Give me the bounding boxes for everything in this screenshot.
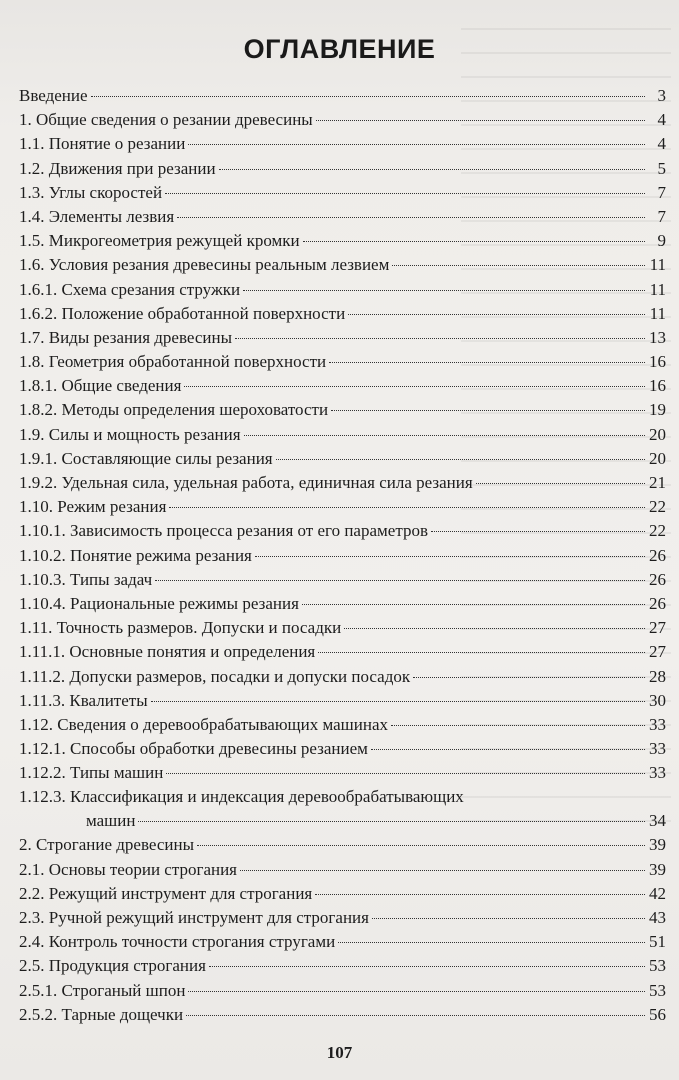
toc-entry[interactable] (19, 689, 666, 713)
toc-entry-page: 26 (649, 569, 666, 589)
toc-entry-page: 22 (649, 497, 666, 517)
toc-entry-page: 21 (649, 473, 666, 492)
toc-entry-page: 26 (649, 545, 666, 565)
dot-leader (219, 169, 645, 170)
toc-entry[interactable] (19, 398, 666, 422)
toc-entry-page: 22 (649, 521, 666, 541)
dot-leader (276, 459, 645, 460)
toc-entry[interactable] (19, 471, 666, 495)
toc-entry[interactable] (19, 785, 666, 833)
toc-entry-line1 (19, 785, 666, 809)
toc-entry-number: 1.6. (19, 255, 49, 275)
toc-entry[interactable] (19, 640, 666, 664)
toc-entry-page: 27 (649, 618, 666, 638)
toc-entry-label: Сведения о деревообрабатывающих машинах (57, 714, 389, 734)
toc-entry-number: 1.1. (19, 134, 49, 154)
toc-entry-page: 9 (657, 231, 666, 251)
toc-entry-label: Элементы лезвия (48, 206, 175, 226)
toc-entry-number: 1.8.2. (19, 400, 62, 420)
toc-entry-page: 28 (649, 666, 666, 686)
toc-entry[interactable] (19, 350, 666, 374)
toc-entry[interactable] (19, 882, 666, 906)
toc-entry-number: 1.12.3. (19, 787, 70, 807)
dot-leader (392, 265, 645, 266)
toc-entry-page: 39 (649, 835, 666, 855)
toc-entry-label: Основы теории строгания (48, 859, 238, 879)
toc-entry-label: Рациональные режимы резания (70, 593, 299, 613)
toc-entry-label: Силы и мощность резания (48, 424, 241, 444)
toc-entry-number: 2.3. (19, 908, 49, 927)
toc-entry-page: 16 (649, 352, 666, 372)
toc-entry-label: Составляющие силы резания (61, 448, 273, 468)
toc-entry-number: 1.11.2. (19, 666, 70, 686)
dot-leader (197, 845, 645, 846)
toc-entry-number: 1.10.4. (19, 593, 70, 613)
toc-entry-label: Общие сведения (61, 376, 182, 396)
toc-entry[interactable] (19, 181, 666, 205)
toc-entry[interactable] (19, 592, 666, 616)
toc-entry-page: 26 (649, 593, 666, 613)
toc-entry-line2 (19, 809, 666, 833)
toc-entry-number: 1.10.3. (19, 569, 70, 589)
dot-leader (431, 531, 645, 532)
toc-entry-page: 7 (657, 206, 666, 226)
dot-leader (243, 290, 645, 291)
toc-entry-number: 1.11.1. (19, 642, 70, 662)
dot-leader (169, 507, 645, 508)
toc-entry-page: 4 (657, 134, 666, 154)
toc-entry-label: Тарные дощечки (61, 1004, 184, 1024)
dot-leader (329, 362, 645, 363)
toc-entry-label: Основные понятия и определения (69, 642, 316, 662)
toc-entry[interactable] (19, 302, 666, 326)
toc-entry-label: Виды резания древесины (48, 327, 233, 347)
toc-entry-page: 51 (649, 932, 666, 952)
toc-entry-label: Типы задач (70, 569, 153, 589)
toc-entry[interactable] (19, 713, 666, 737)
dot-leader (413, 677, 645, 678)
dot-leader (303, 241, 645, 242)
toc-entry[interactable] (19, 737, 666, 761)
toc-entry-label: Режущий инструмент для строгания (48, 883, 313, 903)
dot-leader (188, 144, 645, 145)
toc-entry-page: 11 (649, 255, 666, 275)
dot-leader (255, 556, 645, 557)
toc-entry[interactable] (19, 930, 666, 954)
toc-entry-page: 43 (649, 908, 666, 927)
toc-entry-number: 2.1. (19, 859, 49, 879)
toc-entry-number: 1.9.1. (19, 448, 62, 468)
toc-entry[interactable] (19, 423, 666, 447)
toc-entry-page: 33 (649, 714, 666, 734)
toc-entry-label: Условия резания древесины реальным лезвием (48, 255, 390, 275)
toc-entry-page: 42 (649, 883, 666, 903)
toc-entry[interactable] (19, 229, 666, 253)
dot-leader (177, 217, 645, 218)
toc-entry[interactable] (19, 979, 666, 1003)
toc-entry-page: 53 (649, 980, 666, 1000)
toc-entry-label-continued: машин (86, 811, 136, 831)
toc-entry[interactable] (19, 84, 666, 108)
toc-entry-label: Типы машин (70, 763, 164, 783)
dot-leader (316, 120, 645, 121)
toc-entry-number: 1.6.1. (19, 279, 62, 299)
toc-entry-label: Введение (19, 86, 88, 105)
toc-entry-number: 1.8. (19, 352, 49, 372)
toc-entry-label: Понятие о резании (48, 134, 186, 154)
toc-entry-page: 4 (657, 110, 666, 130)
toc-entry[interactable] (19, 108, 666, 132)
dot-leader (344, 628, 645, 629)
toc-entry-page: 20 (649, 424, 666, 444)
dot-leader (338, 942, 645, 943)
toc-entry-number: 1.6.2. (19, 303, 62, 323)
toc-entry-page: 5 (657, 158, 666, 178)
toc-entry-label: Точность размеров. Допуски и посадки (56, 618, 342, 638)
toc-entry-number: 1.2. (19, 158, 49, 178)
toc-entry-page: 27 (649, 642, 666, 662)
toc-entry-number: 1.10. (19, 497, 58, 517)
toc-entry-number: 1.11. (19, 618, 57, 638)
dot-leader (186, 1015, 645, 1016)
toc-entry-label: Углы скоростей (48, 182, 163, 202)
toc-entry[interactable] (19, 858, 666, 882)
dot-leader (315, 894, 645, 895)
dot-leader (209, 966, 645, 967)
dot-leader (91, 96, 645, 97)
toc-entry-number: 1.3. (19, 182, 49, 202)
toc-entry[interactable] (19, 326, 666, 350)
toc-entry-label: Схема срезания стружки (61, 279, 241, 299)
table-of-contents (19, 84, 666, 1027)
dot-leader (331, 410, 645, 411)
toc-entry-label: Микрогеометрия режущей кромки (48, 231, 300, 251)
dot-leader (302, 604, 645, 605)
toc-entry-number: 2.5.2. (19, 1004, 62, 1024)
toc-entry[interactable] (19, 665, 666, 689)
toc-entry-page: 30 (649, 690, 666, 710)
dot-leader (235, 338, 645, 339)
toc-entry-number: 2.4. (19, 932, 49, 952)
toc-entry-number: 1.12.2. (19, 763, 70, 783)
toc-entry[interactable] (19, 157, 666, 181)
toc-entry-number: 2.5.1. (19, 980, 62, 1000)
toc-entry[interactable] (19, 906, 666, 930)
toc-entry-label: Общие сведения о резании древесины (36, 110, 313, 130)
toc-entry-number: 1.10.2. (19, 545, 70, 565)
toc-entry-label: Положение обработанной поверхности (61, 303, 346, 323)
page-title: ОГЛАВЛЕНИЕ (243, 34, 436, 64)
toc-entry-label: Допуски размеров, посадки и допуски посадок (69, 666, 411, 686)
dot-leader (348, 314, 645, 315)
dot-leader (244, 435, 645, 436)
toc-entry[interactable] (19, 132, 666, 156)
toc-entry[interactable] (19, 833, 666, 857)
toc-entry-page: 16 (649, 376, 666, 396)
dot-leader (372, 918, 645, 919)
toc-entry[interactable] (19, 616, 666, 640)
toc-entry[interactable] (19, 495, 666, 519)
toc-entry-page: 33 (649, 763, 666, 783)
dot-leader (166, 773, 645, 774)
toc-entry-page: 11 (649, 279, 666, 299)
dot-leader (165, 193, 645, 194)
toc-entry[interactable] (19, 278, 666, 302)
toc-entry-label: Классификация и индексация деревообрабатывающих (70, 787, 464, 807)
toc-entry-label: Понятие режима резания (70, 545, 252, 565)
toc-entry-label: Геометрия обработанной поверхности (48, 352, 327, 372)
toc-entry[interactable] (19, 374, 666, 398)
dot-leader (138, 821, 645, 822)
toc-entry-page: 33 (649, 739, 666, 759)
toc-entry[interactable] (19, 1003, 666, 1027)
toc-entry[interactable] (19, 447, 666, 471)
dot-leader (240, 870, 645, 871)
dot-leader (371, 749, 645, 750)
toc-entry-number: 1.7. (19, 327, 49, 347)
toc-entry-number: 1.12.1. (19, 739, 70, 759)
dot-leader (188, 991, 645, 992)
toc-entry-page: 34 (649, 811, 666, 831)
toc-entry-number: 1.10.1. (19, 521, 70, 541)
toc-entry-number: 2.5. (19, 956, 49, 976)
toc-entry[interactable] (19, 544, 666, 568)
toc-entry-number: 1.5. (19, 231, 49, 251)
toc-entry-label: Зависимость процесса резания от его параметров (70, 521, 428, 541)
toc-entry-page: 20 (649, 448, 666, 468)
toc-entry-number: 1.11.3. (19, 690, 70, 710)
toc-entry-number: 1. (19, 110, 36, 130)
toc-entry-label: Ручной режущий инструмент для строгания (48, 908, 369, 927)
toc-entry-number: 1.12. (19, 714, 58, 734)
toc-entry-page: 19 (649, 400, 666, 420)
toc-entry-page: 7 (657, 182, 666, 202)
toc-entry-label: Контроль точности строгания стругами (48, 932, 336, 952)
toc-entry-label: Строгание древесины (36, 835, 195, 855)
toc-entry-label: Квалитеты (69, 690, 148, 710)
toc-entry[interactable] (19, 761, 666, 785)
toc-entry-page: 11 (649, 303, 666, 323)
toc-entry-page: 3 (657, 86, 666, 105)
dot-leader (151, 701, 645, 702)
toc-entry-label: Продукция строгания (48, 956, 206, 976)
dot-leader (155, 580, 645, 581)
toc-entry-number: 1.9.2. (19, 473, 62, 492)
toc-entry-page: 13 (649, 327, 666, 347)
toc-entry-number: 1.4. (19, 206, 49, 226)
toc-entry-number: 2. (19, 835, 36, 855)
toc-entry-page: 53 (649, 956, 666, 976)
toc-entry-label: Удельная сила, удельная работа, единичная сила резания (61, 473, 473, 492)
dot-leader (476, 483, 645, 484)
dot-leader (318, 652, 645, 653)
toc-entry[interactable] (19, 568, 666, 592)
toc-entry[interactable] (19, 954, 666, 978)
toc-entry-label: Способы обработки древесины резанием (70, 739, 368, 759)
toc-entry-number: 2.2. (19, 883, 49, 903)
toc-entry[interactable] (19, 253, 666, 277)
toc-entry-page: 39 (649, 859, 666, 879)
toc-entry-number: 1.9. (19, 424, 49, 444)
toc-entry-label: Режим резания (57, 497, 167, 517)
dot-leader (391, 725, 645, 726)
toc-entry[interactable] (19, 205, 666, 229)
toc-entry[interactable] (19, 519, 666, 543)
toc-entry-label: Движения при резании (48, 158, 216, 178)
toc-entry-label: Методы определения шероховатости (61, 400, 329, 420)
dot-leader (184, 386, 645, 387)
page-number: 107 (326, 1043, 353, 1062)
toc-entry-label: Строганый шпон (61, 980, 186, 1000)
toc-entry-page: 56 (649, 1004, 666, 1024)
toc-entry-number: 1.8.1. (19, 376, 62, 396)
